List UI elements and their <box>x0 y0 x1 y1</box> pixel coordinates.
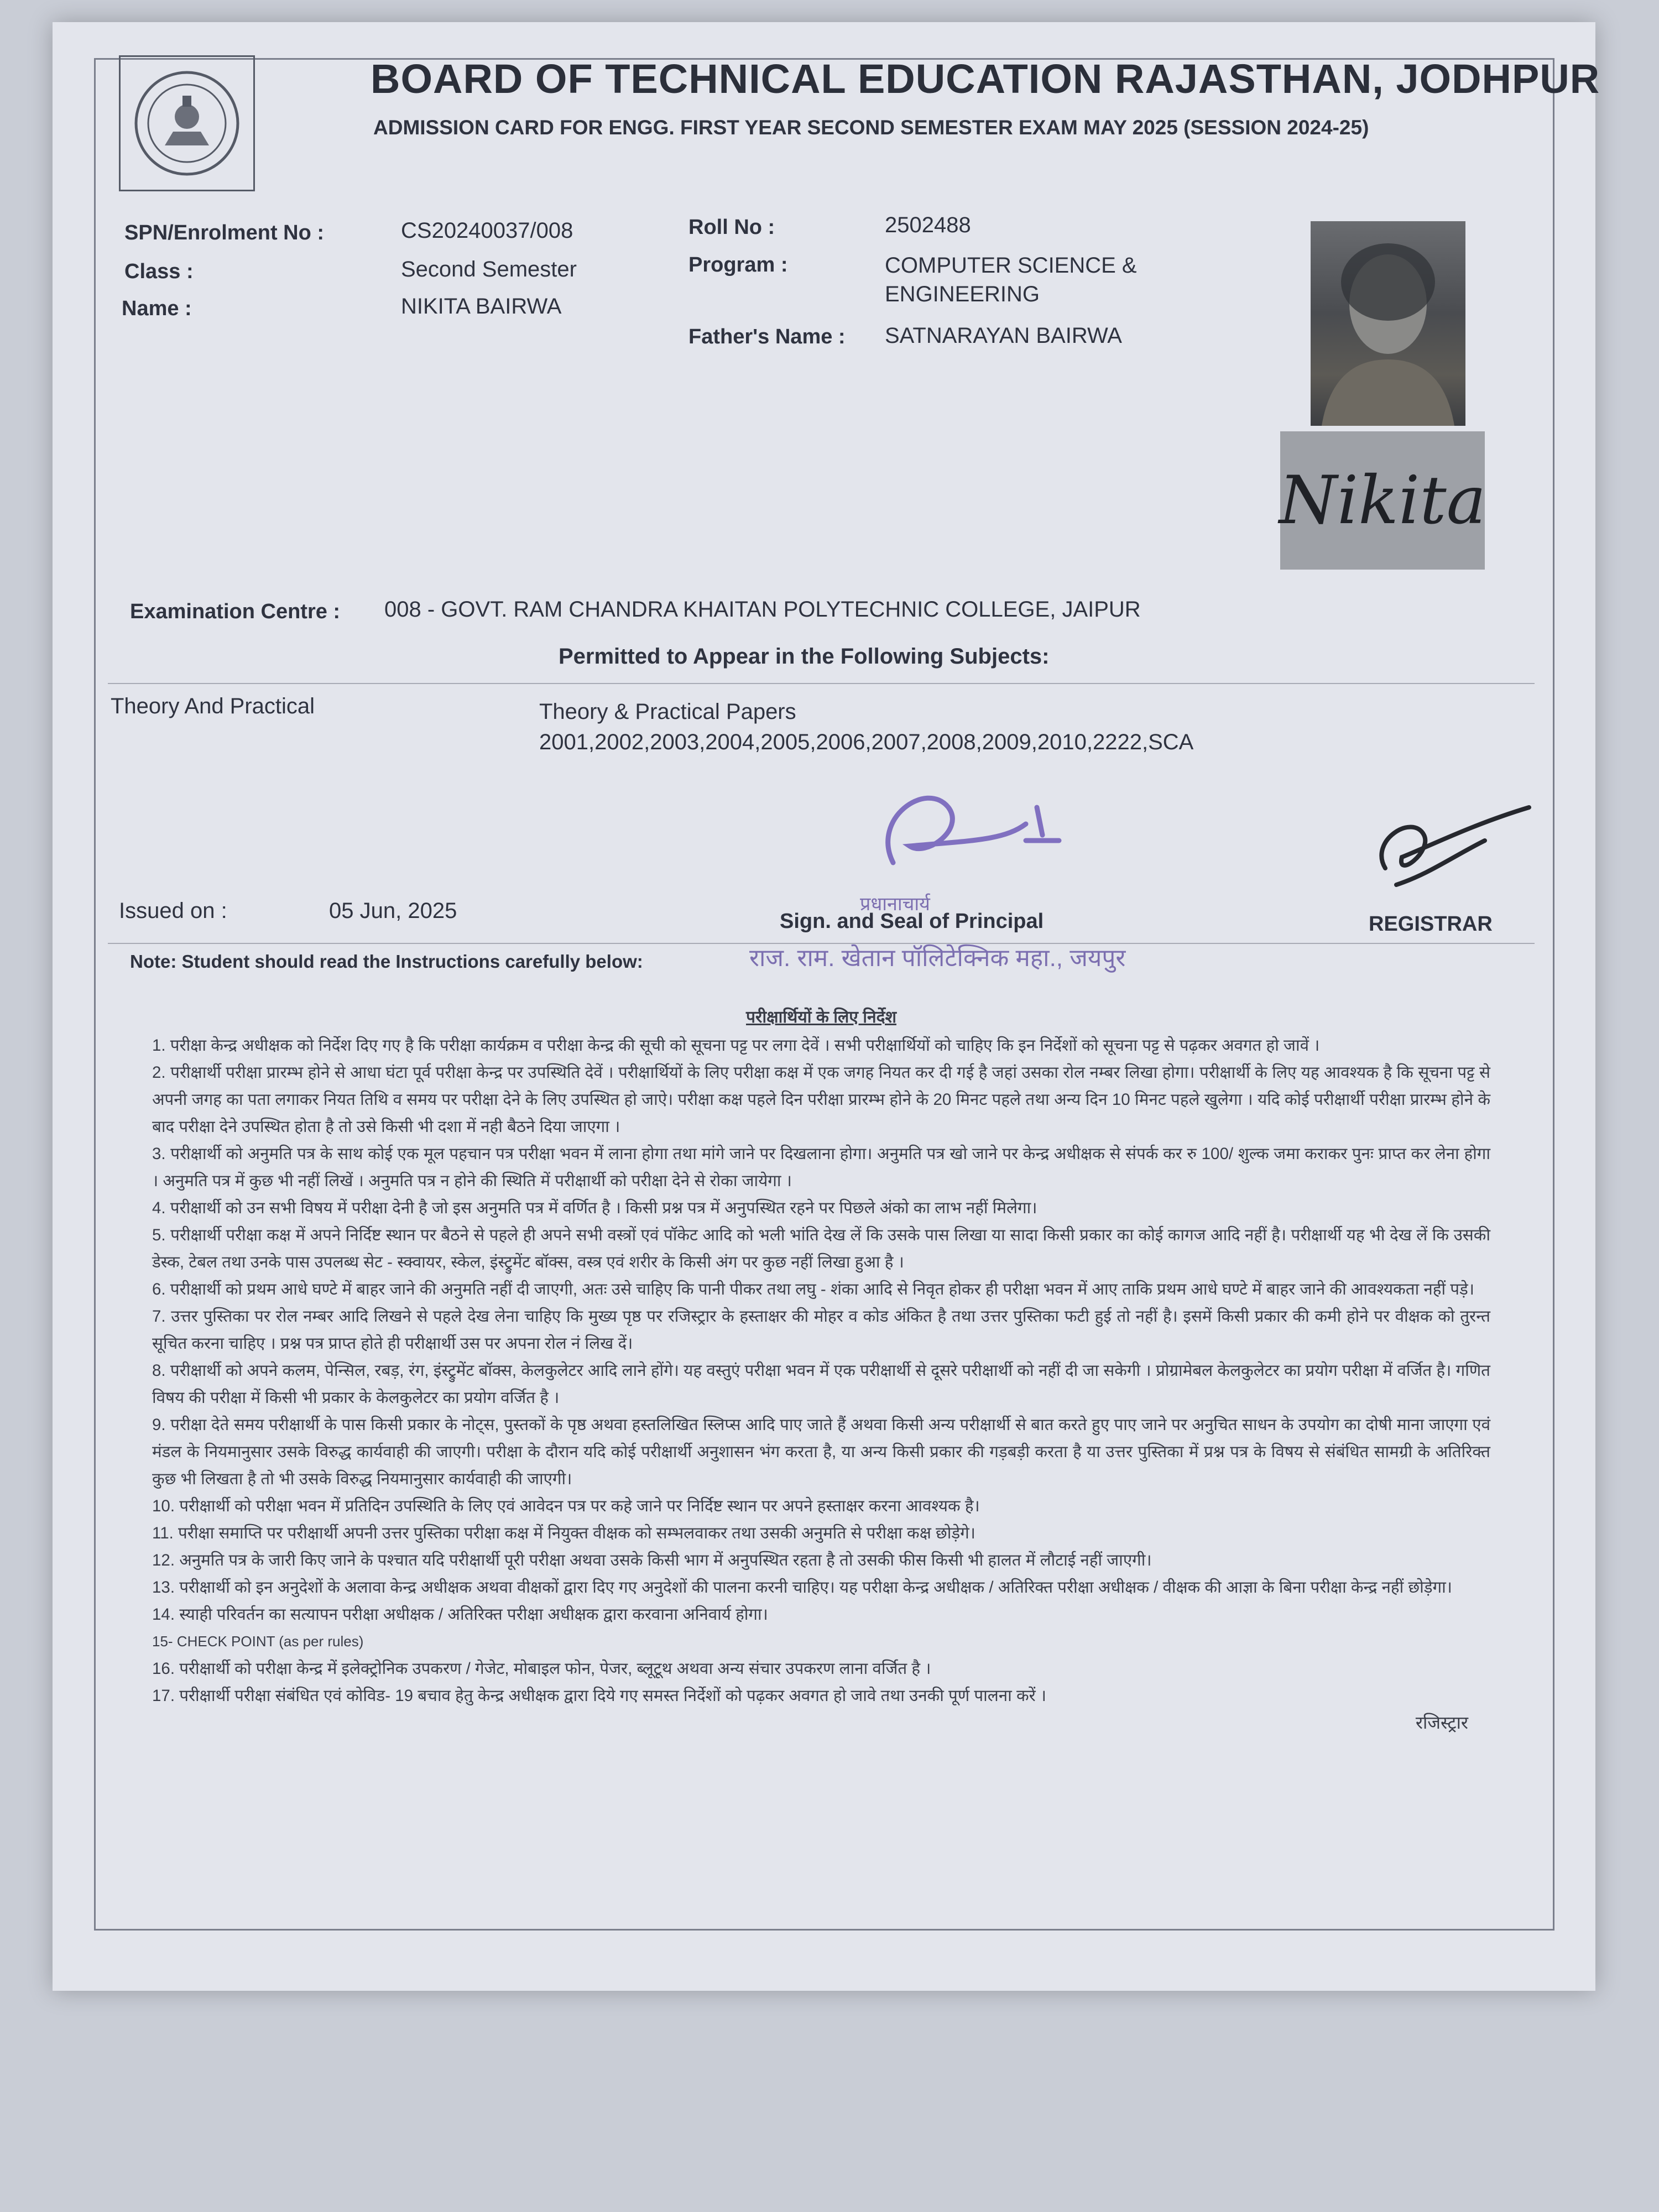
instruction-item: 14. स्याही परिवर्तन का सत्यापन परीक्षा अधीक्षक / अतिरिक्त परीक्षा अधीक्षक द्वारा करवाना अनिवार्य होगा। <box>152 1605 768 1624</box>
class-value: Second Semester <box>401 257 577 281</box>
exam-centre-value: 008 - GOVT. RAM CHANDRA KHAITAN POLYTECHNIC COLLEGE, JAIPUR <box>384 597 1141 622</box>
permitted-heading: Permitted to Appear in the Following Subjects: <box>559 644 1050 669</box>
instruction-item: 15- CHECK POINT (as per rules) <box>152 1633 364 1650</box>
student-photo <box>1311 221 1465 426</box>
roll-label: Roll No : <box>688 216 775 239</box>
person-photo-icon <box>1311 221 1465 426</box>
registrar-label: REGISTRAR <box>1369 912 1493 936</box>
divider <box>108 683 1535 684</box>
instruction-item: 8. परीक्षार्थी को अपने कलम, पेन्सिल, रबड़, रंग, इंस्ट्रुमेंट बॉक्स, केलकुलेटर आदि लाने होंगे। यह वस्तुएं परीक्षा भवन में एक परीक्षार्थी से दूसरे परीक्षार्थी को नहीं दी जा सकेगी । प्रोग्रामेबल केलकुलेटर का प्रयोग परीक्षा में वर्जित है। गणित विषय की परीक्षा में किसी भी प्रकार के केलकुलेटर का प्रयोग वर्जित है । <box>152 1361 1490 1407</box>
instruction-item: 13. परीक्षार्थी को इन अनुदेशों के अलावा केन्द्र अधीक्षक अथवा वीक्षकों द्वारा दिए गए अनुदेशों की पालना करनी चाहिए। यह परीक्षा केन्द्र अधीक्षक / अतिरिक्त परीक्षा अधीक्षक / वीक्षक की आज्ञा के बिना परीक्षा केन्द्र नहीं छोड़ेगा। <box>152 1578 1452 1597</box>
admission-card <box>53 22 1600 1991</box>
instructions-heading: परीक्षार्थियों के लिए निर्देश <box>746 1008 896 1026</box>
college-stamp: राज. राम. खेतान पॉलिटेक्निक महा., जयपुर <box>749 945 1126 972</box>
program-value-line2: ENGINEERING <box>885 282 1040 306</box>
class-label: Class : <box>124 260 194 283</box>
instruction-item: 16. परीक्षार्थी को परीक्षा केन्द्र में इलेक्ट्रोनिक उपकरण / गेजेट, मोबाइल फोन, पेजर, ब्लूटूथ अथवा अन्य संचार उपकरण लाना वर्जित है । <box>152 1660 931 1678</box>
instruction-item: 11. परीक्षा समाप्ति पर परीक्षार्थी अपनी उत्तर पुस्तिका परीक्षा कक्ष में नियुक्त वीक्षक को सम्भलवाकर तथा उसकी अनुमति से परीक्षा कक्ष छोड़ेगे। <box>152 1524 975 1542</box>
enrolment-label: SPN/Enrolment No : <box>124 221 325 244</box>
exam-centre-label: Examination Centre : <box>130 600 341 623</box>
papers-list: 2001,2002,2003,2004,2005,2006,2007,2008,2009,2010,2222,SCA <box>539 730 1194 754</box>
board-title: BOARD OF TECHNICAL EDUCATION RAJASTHAN, JODHPUR <box>371 56 1600 102</box>
exam-subtitle: ADMISSION CARD FOR ENGG. FIRST YEAR SECOND SEMESTER EXAM MAY 2025 (SESSION 2024-25) <box>373 116 1369 139</box>
instruction-item: 7. उत्तर पुस्तिका पर रोल नम्बर आदि लिखने से पहले देख लेना चाहिए कि मुख्य पृष्ठ पर रजिस्ट्रार के हस्ताक्षर की मोहर व कोड अंकित है तथा उत्तर पुस्तिका फटी हुई तो नहीं है। इसमें किसी प्रकार की कमी होने पर वीक्षक को तुरन्त सूचित करना चाहिए । प्रश्न पत्र प्राप्त होते ही परीक्षार्थी उस पर अपना रोल नं लिख दें। <box>152 1307 1490 1353</box>
program-label: Program : <box>688 253 788 276</box>
student-signature <box>1280 431 1485 570</box>
instruction-item: 2. परीक्षार्थी परीक्षा प्रारम्भ होने से आधा घंटा पूर्व परीक्षा केन्द्र पर उपस्थिति देवें । परीक्षार्थियों के लिए परीक्षा कक्ष में एक जगह नियत कर दी गई है जहां उसका रोल नम्बर लिखा होगा। परीक्षार्थी के लिए यह आवश्यक है कि सूचना पट्ट से अपनी जगह का पता लगाकर नियत तिथि व समय पर परीक्षा देने के लिए उपस्थित हो जाऐ। परीक्षा कक्ष पहले दिन परीक्षा प्रारम्भ होने के 20 मिनट पहले तथा अन्य दिन 10 मिनट पहले खुलेगा । यदि कोई परीक्षार्थी परीक्षा प्रारम्भ होने के बाद परीक्षा देने उपस्थित होता है तो उसे किसी भी दशा में नही बैठने दिया जाएगा । <box>152 1063 1490 1136</box>
board-emblem-icon <box>132 68 242 179</box>
registrar-hindi: रजिस्ट्रार <box>1415 1713 1468 1733</box>
instruction-item: 1. परीक्षा केन्द्र अधीक्षक को निर्देश दिए गए है कि परीक्षा कार्यक्रम व परीक्षा केन्द्र की सूची को सूचना पट्ट पर लगा देवें । सभी परीक्षार्थियों को चाहिए कि इन निर्देशों को सूचना पट्ट से पढ़कर अवगत हो जावें । <box>152 1036 1320 1055</box>
instruction-item: 12. अनुमति पत्र के जारी किए जाने के पश्चात यदि परीक्षार्थी पूरी परीक्षा अथवा उसके किसी भाग में अनुपस्थित रहता है तो उसकी फीस किसी भी हालत में लौटाई नहीं जाएगी। <box>152 1551 1152 1569</box>
father-name-value: SATNARAYAN BAIRWA <box>885 324 1122 348</box>
name-label: Name : <box>122 297 192 320</box>
instructions-note: Note: Student should read the Instructions carefully below: <box>130 951 643 972</box>
board-logo <box>119 55 255 191</box>
instruction-item: 10. परीक्षार्थी को परीक्षा भवन में प्रतिदिन उपस्थिति के लिए एवं आवेदन पत्र पर कहे जाने पर निर्दिष्ट स्थान पर अपने हस्ताक्षर करना आवश्यक है। <box>152 1497 980 1515</box>
instruction-item: 17. परीक्षार्थी परीक्षा संबंधित एवं कोविड- 19 बचाव हेतु केन्द्र अधीक्षक द्वारा दिये गए समस्त निर्देशों को पढ़कर अवगत हो जावे तथा उनकी पूर्ण पालना करें । <box>152 1687 1047 1705</box>
principal-sign-label: Sign. and Seal of Principal <box>780 910 1044 933</box>
student-signature-text: Nikita <box>1279 462 1486 539</box>
instruction-item: 3. परीक्षार्थी को अनुमति पत्र के साथ कोई एक मूल पहचान पत्र परीक्षा भवन में लाना होगा तथा मांगे जाने पर दिखलाना होगा। अनुमति पत्र खो जाने पर केन्द्र अधीक्षक से संपर्क कर रु 100/ शुल्क जमा कराकर पुनः प्राप्त कर लेना होगा । अनुमति पत्र में कुछ भी नहीं लिखें । अनुमति पत्र न होने की स्थिति में परीक्षार्थी को परीक्षा देने से रोका जायेगा । <box>152 1145 1490 1190</box>
name-value: NIKITA BAIRWA <box>401 294 562 319</box>
roll-value: 2502488 <box>885 213 971 237</box>
issued-label: Issued on : <box>119 899 227 923</box>
instructions-block <box>152 1004 1490 1736</box>
issued-date: 05 Jun, 2025 <box>329 899 457 923</box>
principal-stamp-title: प्रधानाचार्य <box>860 894 930 915</box>
exam-type: Theory And Practical <box>111 694 315 718</box>
program-value-line1: COMPUTER SCIENCE & <box>885 253 1137 278</box>
instruction-item: 9. परीक्षा देते समय परीक्षार्थी के पास किसी प्रकार के नोट्स, पुस्तकों के पृष्ठ अथवा हस्तलिखित स्लिप्स आदि पाए जाते हैं अथवा किसी अन्य परीक्षार्थी से बात करते हुए पाए जाने पर अनुचित साधन के उपयोग का दोषी माना जाएगा एवं मंडल के नियमानुसार उसके विरुद्ध कार्यवाही की जाएगी। परीक्षा के दौरान यदि कोई परीक्षार्थी अनुशासन भंग करता है, या अन्य किसी प्रकार की गड़बड़ी करता है या उत्तर पुस्तिका में प्रश्न पत्र के विषय से संबंधित सामग्री के अतिरिक्त कुछ भी लिखता है तो भी उसके विरुद्ध नियमानुसार कार्यवाही की जाएगी। <box>152 1416 1490 1488</box>
instruction-item: 5. परीक्षार्थी परीक्षा कक्ष में अपने निर्दिष्ट स्थान पर बैठने से पहले ही अपने सभी वस्त्रों एवं पॉकेट आदि को भली भांति देख लें कि उसके पास लिखा या सादा किसी प्रकार का कोई कागज आदि नहीं है। परीक्षार्थी यह भी देख लें कि उसकी डेस्क, टेबल तथा उनके पास उपलब्ध सेट - स्क्वायर, स्केल, इंस्ट्रुमेंट बॉक्स, वस्त्र एवं शरीर के किसी अंग पर कुछ नहीं लिखा हुआ है । <box>152 1226 1490 1271</box>
instruction-item: 6. परीक्षार्थी को प्रथम आधे घण्टे में बाहर जाने की अनुमति नहीं दी जाएगी, अतः उसे चाहिए कि पानी पीकर तथा लघु - शंका आदि से निवृत होकर ही परीक्षा भवन में आए ताकि प्रथम आधे घण्टे में बाहर जाने की आवश्यकता नहीं पड़े। <box>152 1280 1475 1298</box>
instruction-item: 4. परीक्षार्थी को उन सभी विषय में परीक्षा देनी है जो इस अनुमति पत्र में वर्णित है । किसी प्रश्न पत्र में अनुपस्थित रहने पर पिछले अंको का लाभ नहीं मिलेगा। <box>152 1199 1037 1217</box>
registrar-signature-mark <box>1363 791 1546 912</box>
enrolment-value: CS20240037/008 <box>401 218 573 243</box>
papers-label: Theory & Practical Papers <box>539 700 796 724</box>
father-name-label: Father's Name : <box>688 325 846 348</box>
